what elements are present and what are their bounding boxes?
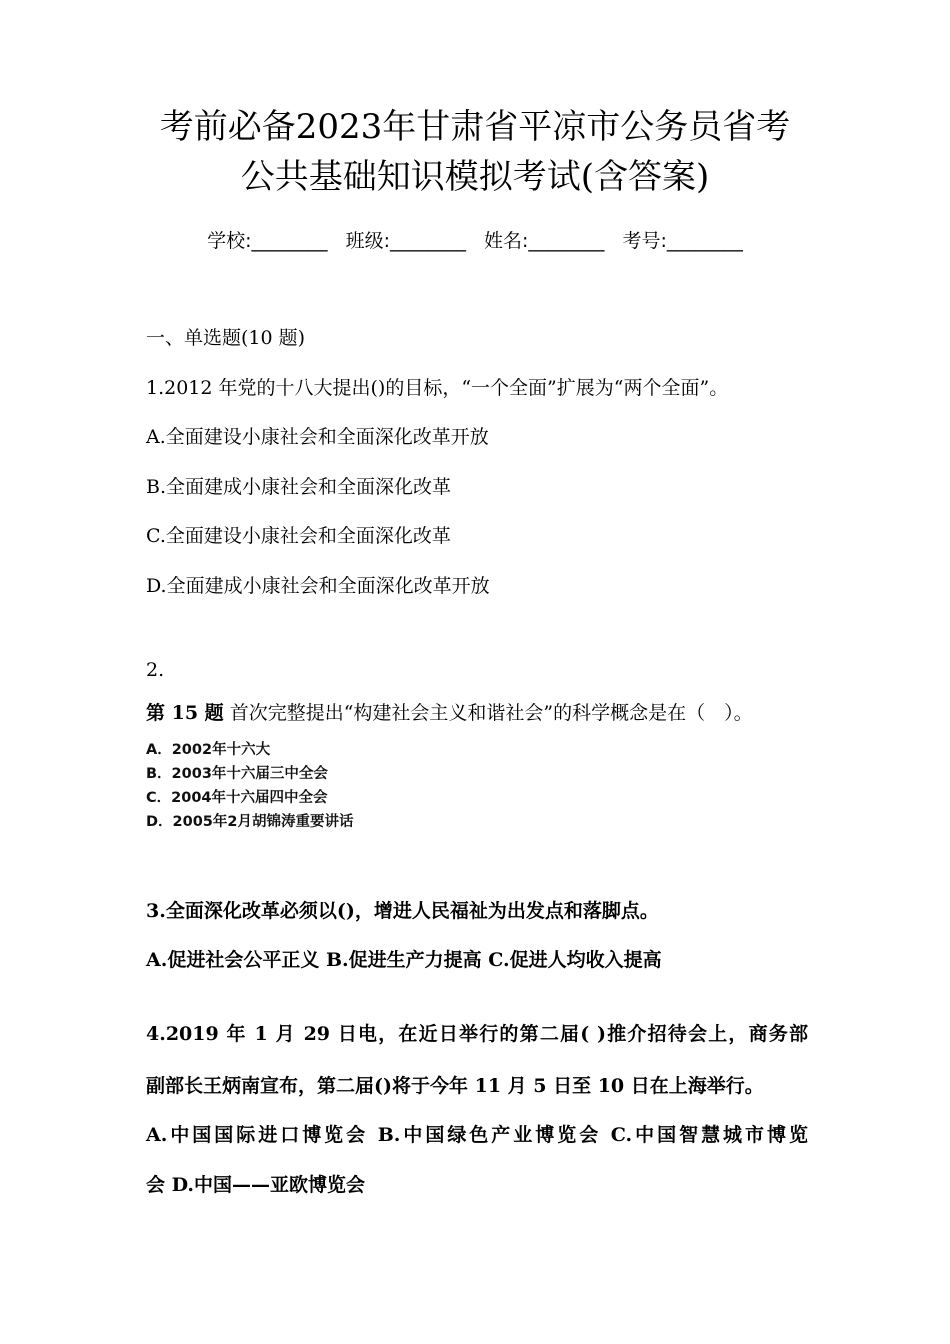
question-1-option-b: B.全面建成小康社会和全面深化改革 [146, 476, 452, 498]
question-1-option-d: D.全面建成小康社会和全面深化改革开放 [146, 575, 490, 597]
question-4-line-2: 副部长王炳南宣布，第二届()将于今年 11 月 5 日至 10 日在上海举行。 [146, 1075, 764, 1097]
document-title-line-2: 公共基础知识模拟考试(含答案) [240, 157, 710, 197]
question-1-option-a: A.全面建设小康社会和全面深化改革开放 [146, 426, 489, 448]
name-field: 姓名:________ [484, 230, 605, 252]
question-2-option-a: A．2002年十六大 [146, 742, 271, 758]
exam-number-field: 考号:________ [622, 230, 743, 252]
question-2-stem-line [146, 698, 753, 725]
question-4-line-3: A.中国国际进口博览会 B.中国绿色产业博览会 C.中国智慧城市博览 [146, 1124, 808, 1146]
class-field: 班级:________ [345, 230, 466, 252]
student-info-fields [0, 226, 950, 253]
document-title-line-1: 考前必备2023年甘肃省平凉市公务员省考 [159, 107, 791, 147]
question-3-stem: 3.全面深化改革必须以()，增进人民福祉为出发点和落脚点。 [146, 900, 659, 922]
question-2-option-b: B．2003年十六届三中全会 [146, 766, 328, 782]
question-4-line-4: 会 D.中国——亚欧博览会 [146, 1174, 366, 1196]
question-3-options: A.促进社会公平正义 B.促进生产力提高 C.促进人均收入提高 [146, 949, 662, 971]
section-heading: 一、单选题(10 题) [146, 327, 306, 349]
question-2-option-d: D．2005年2月胡锦涛重要讲话 [146, 814, 354, 830]
question-2-stem: 首次完整提出“构建社会主义和谐社会”的科学概念是在（ ）。 [229, 702, 753, 724]
question-4-line-1: 4.2019 年 1 月 29 日电，在近日举行的第二届( )推介招待会上，商务部 [146, 1023, 808, 1045]
question-2-number: 2. [146, 659, 165, 681]
question-1-option-c: C.全面建设小康社会和全面深化改革 [146, 525, 451, 547]
question-2-label: 第 15 题 [146, 702, 224, 724]
question-1-stem: 1.2012 年党的十八大提出()的目标，“一个全面”扩展为“两个全面”。 [146, 377, 729, 399]
school-field: 学校:________ [207, 230, 328, 252]
question-2-option-c: C．2004年十六届四中全会 [146, 790, 328, 806]
